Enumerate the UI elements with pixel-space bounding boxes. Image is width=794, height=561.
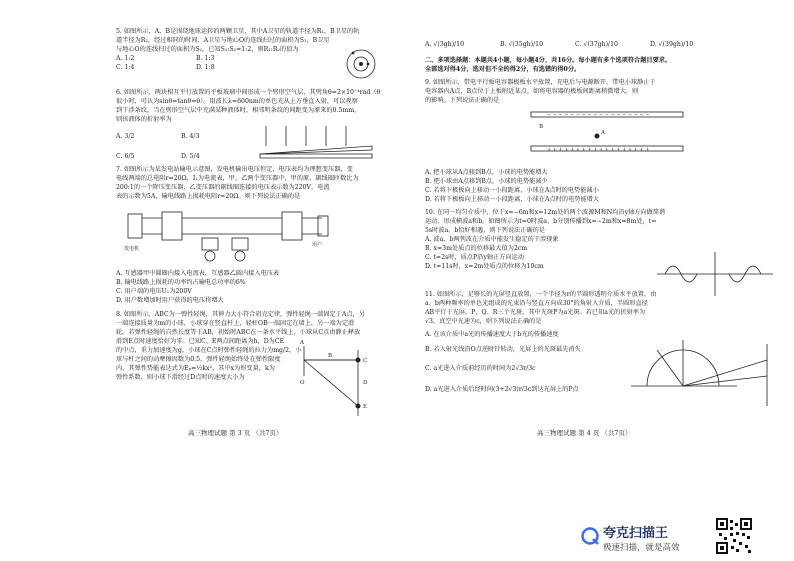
- point-d-label: D: [363, 380, 368, 386]
- section-2-line: 全部选对得4分，选对但不全的得2分，有选错的得0分。: [425, 66, 581, 73]
- q7-line: 200:1的一个降压变压器，乙变压器的副线圈连接的电压表示数为220V，电流: [116, 184, 330, 191]
- q10-line: 运动，形成横波a和b。如图所示为t=0时波a、b分别传播到x=−2m和x=8m处，t=: [425, 218, 657, 225]
- capacitor-figure: [527, 106, 687, 162]
- q9-option-d: D. 若将下极板向上移动一小段距离，小球在A点时的电势能增大: [425, 196, 600, 203]
- q11-line: 11. 如图所示，足够长的光屏竖直放置，一个半径为r的半圆形透明介质水平放置，由: [425, 291, 657, 298]
- q5-option-a: A. 1:2: [116, 55, 135, 62]
- q10-line: 10. 在同一均匀介质中，位于x=−6m和x=12m处的两个波源M和N均沿y轴方向做简谐: [425, 209, 666, 216]
- q8-option-b: B. √(35gh)/10: [500, 41, 544, 48]
- point-a-label: A: [300, 340, 304, 346]
- point-b-label: B: [328, 353, 333, 359]
- page-4-footer: 高三物理试题 第 4 页 （共7页）: [537, 429, 632, 437]
- q10-option-c: C. t=2s时，质点P沿y轴正方向运动: [425, 254, 524, 261]
- svg-text:− − − − − − − − − − − − − − −: − − − − − − − − − − − − − − − − − −: [547, 112, 650, 119]
- q8-line: 的中点，重力加速度为g，小球在C点时弹性轻绳的拉力为mg/2，小: [116, 347, 302, 354]
- q11-line: a、b两种频率的单色光组成的光束沿与竖直方向成30°的角射入介质，半圆形直径: [425, 300, 648, 307]
- satellite-orbit-figure: [344, 48, 378, 80]
- brand-name: 夸克扫描王: [603, 526, 669, 541]
- q9-option-a: A. 把小球从A点移到B点，小球的电势能增大: [425, 169, 548, 176]
- q6-option-c: C. 6/5: [116, 152, 135, 160]
- q7-line: 7. 如图所示为某发电站输电示意图，发电机输出电压恒定，电压表均为理想变压器，变: [116, 166, 353, 173]
- q6-line: 到干涉条纹。当在劈形空气层中充满某种液体时，相邻明条纹的间距变为原来的0.5mm，: [116, 107, 361, 114]
- q8-line: 滑到E点时速度恰好为零。已知C、E两点间距离为h，D为CE: [116, 338, 285, 345]
- svg-text:+ + + + + + + + + + + + + + +: + + + + + + + + + + + + + + + + + +: [547, 146, 650, 153]
- q11-option-c: C. a光进入介质前经历的时间为2√3r/3c: [425, 365, 536, 372]
- brand-logo-icon: [581, 527, 599, 545]
- q6-line: 很小时，可认为sinθ=tanθ=θ）。用波长λ=600nm的单色光从上方垂直入射，可以观察: [116, 98, 358, 105]
- q6-option-b: B. 4/3: [181, 132, 200, 140]
- q6-line: 6. 如图所示，两块相互平行放置的平板玻璃中间形成一个劈形空气层，其劈角θ=2×10⁻⁴rad（θ: [116, 89, 381, 96]
- q9-option-c: C. 若将下极板向上移动一小段距离，小球在A点时的电势能减小: [425, 187, 599, 194]
- q7-option-a: A. 互感器甲中圆圈内接入电流表，互感器乙圆内接入电压表: [116, 270, 280, 277]
- q10-option-d: D. t=11s时，x=2m处质点的位移为10cm: [425, 263, 544, 270]
- q10-option-b: B. x=3m处质点的位移最大值为2cm: [425, 245, 528, 252]
- q8-line: 内，其弹性势能表达式为Eₚ=½kx²，其中x为形变量，k为: [116, 365, 275, 372]
- semicircle-medium-figure: [627, 340, 777, 410]
- q5-option-c: C. 1:4: [116, 64, 135, 71]
- q9-options: [425, 168, 725, 204]
- q8-line: 8. 如图所示，ABC为一弹性轻绳，其伸力大小符合胡克定律，弹性轻绳一端固定于A点，另: [116, 311, 365, 318]
- q7-line: 表的示数为5A，输电线路上损耗电阻r=20Ω。则下列说法正确的是: [116, 193, 301, 200]
- transmission-circuit-figure: [122, 204, 334, 266]
- page-3-footer: 高三物理试题 第 3 页 （共7页）: [188, 429, 283, 437]
- q11-line: AB平行于光屏，P、Q、R三个光斑，其中光斑P为a光斑。若已知a光的折射率为: [425, 309, 646, 316]
- exam-page-4: [397, 0, 794, 561]
- brand-slogan: 极速扫描，就是高效: [603, 543, 680, 553]
- q11-option-a: A. 在该介质中a光的传播速度大于b光的传播速度: [425, 331, 559, 338]
- q11-line: √3，真空中光速为c，则下列说法正确的是: [425, 318, 542, 325]
- q7-options: [116, 269, 396, 305]
- q8-line: 一端连接质量为m的小球，小球穿在竖直杆上，轻杆OB一端固定在墙上，另一端为定滑: [116, 320, 355, 327]
- q5-line: 道半径为R₂，经过相同的时间，A卫星与地心O的连线扫过的面积为S₁，B卫星: [116, 37, 330, 44]
- wedge-air-film-figure: [256, 124, 376, 164]
- q7-option-b: B. 输电线路上损耗的功率约占输电总功率的6%: [116, 279, 246, 286]
- point-a-label: A: [601, 130, 605, 136]
- q10-line: 5s时波a、b恰好相遇，则下列说法正确的是: [425, 227, 545, 234]
- scanner-watermark: [581, 521, 711, 555]
- q9-line: 电容器内A点，B点位于上板附近某点。如将电容器的极板间距离稍微增大，则: [425, 88, 639, 95]
- q8-line: 弹性系数，则小球下滑经过D点时的速度大小为: [116, 374, 245, 381]
- generator-label: 发电机: [124, 246, 140, 252]
- q5-line: 与地心O的连线扫过的面积为S₂，已知S₁:S₂=1:2，则R₁:R₂的值为: [116, 46, 299, 53]
- user-label: 用户: [312, 242, 323, 248]
- q7-line: 电线两端的总电阻r=20Ω，I₂为电流表，甲、乙两个变压器中，甲的原、副线圈匝数比为: [116, 175, 359, 182]
- qr-code-icon: [716, 518, 752, 554]
- elastic-rope-figure: [300, 336, 382, 418]
- q8-option-c: C. √(37gh)/10: [575, 41, 618, 48]
- point-o-label: O: [300, 380, 305, 386]
- q8-answer-options: [425, 40, 725, 49]
- q7-option-c: C. 用户端的电压U₁为200V: [116, 288, 192, 295]
- q5-option-d: D. 1:8: [196, 64, 215, 71]
- question-7: [116, 165, 396, 201]
- q9-line: 的影响。下列说法正确的是: [425, 97, 500, 104]
- q6-line: 则该液体的折射率为: [116, 116, 172, 123]
- q9-line: 9. 如图所示，带电平行板电容器极板水平放置，充电后与电源断开。带电小球静止于: [425, 79, 656, 86]
- question-9: [425, 78, 725, 105]
- point-c-label: C: [363, 358, 368, 364]
- section-2-line: 二、多项选择题：本题共4小题，每小题4分，共16分。每小题有多个选项符合题目要求。: [425, 57, 672, 64]
- q8-line: 球与杆之间的动摩擦因数为0.5，弹性轻绳始终处在弹性限度: [116, 356, 281, 363]
- q10-option-a: A. 波a、b两列波在介质中能发生稳定的干涉现象: [425, 236, 559, 243]
- section-2-heading: [425, 56, 725, 74]
- q11-option-d: D. a光进入介质后经时间(3+2√3)r/3c到达光屏上的P点: [425, 386, 579, 393]
- point-e-label: E: [363, 404, 368, 410]
- q6-option-d: D. 5/4: [181, 152, 200, 160]
- point-b-label: B: [539, 124, 544, 130]
- q5-option-b: B. 1:3: [196, 55, 215, 62]
- q8-option-a: A. √(3gh)/10: [425, 41, 465, 48]
- q7-option-d: D. 用户数增加时用户获得的电压将增大: [116, 297, 224, 304]
- q8-option-d: D. √(39gh)/10: [650, 41, 694, 48]
- q8-line: 轮。若弹性轻绳的自然长度等于AB，初始时ABC在一条水平线上，小球从C点由静止释放: [116, 329, 361, 336]
- q5-line: 5. 如图所示，A、B是围绕地球运转的两颗卫星，其中A卫星的轨道半径为R₁，B卫星的轨: [116, 28, 360, 35]
- q6-option-a: A. 3/2: [116, 132, 135, 140]
- q9-option-b: B. 把小球由A点移到B点，小球的电势能减少: [425, 178, 548, 185]
- q11-option-b: B. 若入射光线沿O点逆时针转动，光屏上的光斑最先消失: [425, 346, 581, 353]
